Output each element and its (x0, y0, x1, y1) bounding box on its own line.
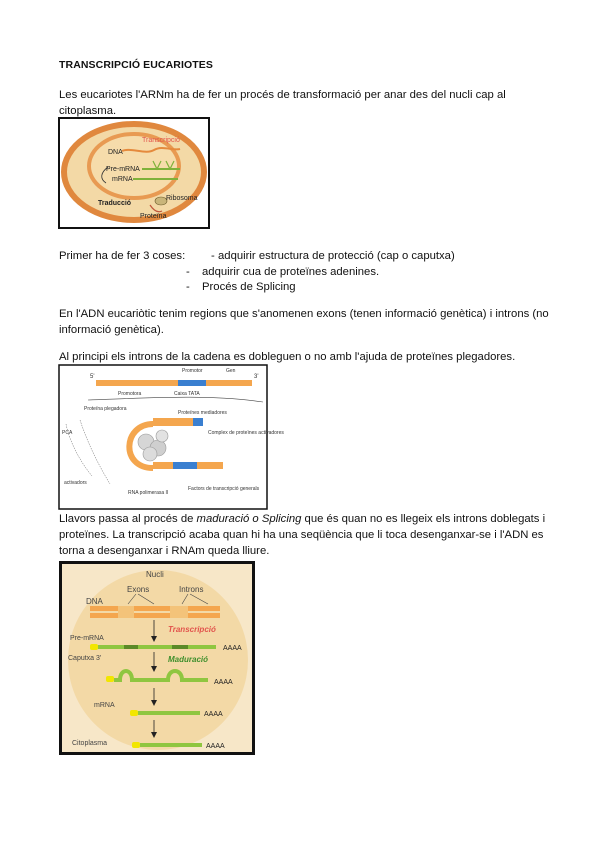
fig1-transcripcio-label: Transcripció (142, 137, 180, 144)
step-dash-2: - (186, 266, 190, 278)
fig3-dna-label: DNA (86, 597, 103, 606)
fig2-pca-label: PCA (62, 430, 73, 436)
fig2-promotora-label: Promotora (118, 391, 142, 397)
fig2-caixa-tata-label: Caixa TATA (174, 391, 200, 397)
fig3-aaaa-1: AAAA (223, 645, 242, 652)
step-item-2: adquirir cua de proteïnes adenines. (202, 266, 380, 278)
step-item-3: Procés de Splicing (202, 281, 296, 293)
fig2-mediadores-label: Proteïnes mediadores (178, 410, 227, 416)
fig1-proteina-label: Proteïna (140, 213, 167, 220)
fig3-citoplasma-label: Citoplasma (72, 740, 108, 747)
splicing-emphasis: maduració o Splicing (196, 513, 302, 525)
fig3-aaaa-3: AAAA (204, 711, 223, 718)
fig3-caputxa-label: Caputxa 3' (68, 655, 102, 662)
step-item-1: adquirir estructura de protecció (cap o caputxa) (218, 250, 455, 262)
fig3-mrna-label: mRNA (94, 702, 115, 709)
intro-paragraph: Les eucariotes l'ARNm ha de fer un procés de transformació per anar des del nucli cap al citoplasma. (59, 89, 506, 117)
fig1-traduccio-label: Traducció (98, 200, 132, 207)
fig3-maduracio-label: Maduració (168, 655, 209, 664)
folding-proteins-diagram (58, 364, 284, 510)
step-dash-3: - (186, 281, 190, 293)
fig2-rna-pol-label: RNA polimerasa II (128, 490, 169, 496)
fig3-transcripcio-label: Transcripció (168, 625, 216, 634)
splicing-text-before: Llavors passa al procés de (59, 513, 197, 525)
fig1-dna-label: DNA (108, 149, 123, 156)
fig3-introns-label: Introns (179, 585, 204, 594)
page-title: TRANSCRIPCIÓ EUCARIOTES (59, 59, 213, 71)
step-dash-1: - (211, 250, 215, 262)
folding-paragraph: Al principi els introns de la cadena es dobleguen o no amb l'ajuda de proteïnes plegadores. (59, 351, 516, 363)
splicing-paragraph (59, 511, 557, 559)
fig3-aaaa-2: AAAA (214, 679, 233, 686)
fig1-ribosoma-label: Ribosoma (166, 195, 198, 202)
fig2-factors-label: Factors de transcripció generals (188, 486, 260, 492)
fig2-complex-label: Complex de proteïnes activadores (208, 430, 284, 436)
fig2-promotor-label: Promotor (182, 368, 203, 374)
fig2-five-prime-top: 5' (90, 374, 95, 380)
fig3-aaaa-4: AAAA (206, 743, 225, 750)
fig2-three-prime-top: 3' (254, 374, 259, 380)
fig2-activadors-label: activadors (64, 480, 87, 486)
fig1-mrna-label: mRNA (112, 176, 133, 183)
cell-transcription-diagram (58, 117, 210, 229)
steps-lead: Primer ha de fer 3 coses: (59, 250, 186, 262)
splicing-text-after: que és quan no es llegeix els introns doblegats i proteïnes. La transcripció acaba quan hi ha una seqüència que li toca desenganxar-se i l'ADN es torna a desenganxar i RNAm queda lliure. (59, 513, 546, 557)
fig3-exons-label: Exons (127, 585, 150, 594)
fig3-nucli-label: Nucli (146, 570, 164, 579)
fig3-premrna-label: Pre-mRNA (70, 635, 104, 642)
maturation-splicing-diagram (58, 560, 256, 756)
fig1-premrna-label: Pre-mRNA (106, 166, 140, 173)
exons-paragraph: En l'ADN eucariòtic tenim regions que s'anomenen exons (tenen informació genètica) i introns (no informació genètica). (59, 308, 549, 336)
fig2-gen-label: Gen (226, 368, 236, 374)
fig2-proteina-plegadora-label: Proteïna plegadora (84, 406, 127, 412)
